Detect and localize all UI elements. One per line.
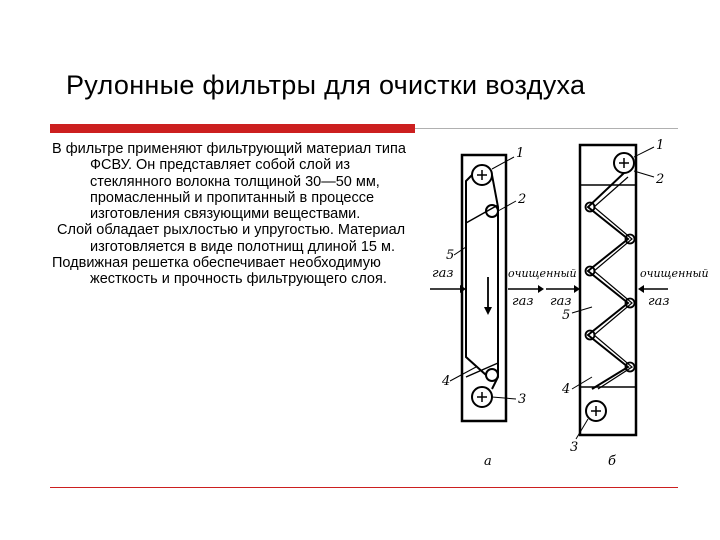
filter-a-hatch-1: [466, 205, 498, 223]
filter-b-callout-4: 4: [562, 382, 571, 397]
bottom-rule: [50, 487, 678, 488]
filter-a-gas-label-2: газ: [512, 294, 534, 309]
filter-b-callout-3: 3: [570, 440, 579, 455]
filter-a-caption: а: [484, 454, 492, 469]
filter-b-callout-1: 1: [656, 138, 665, 153]
filter-a-motion-arrowhead: [484, 307, 492, 315]
filter-b-gas-label-2: газ: [648, 294, 670, 309]
filter-b-caption: б: [608, 454, 616, 469]
filter-a-bottom-roll-plus: [477, 392, 487, 402]
filter-a-callout-1: 1: [516, 146, 525, 161]
filter-a-callout-5: 5: [446, 248, 455, 263]
filter-a-gas-label: газ: [432, 266, 454, 281]
filter-diagram-svg: [422, 127, 709, 479]
paragraph-3: Подвижная решетка обеспечивает необходимую жесткость и прочность фильтрующего слоя.: [52, 255, 387, 288]
filter-b-top-roll-plus: [619, 158, 629, 168]
filter-b: [580, 145, 636, 435]
filter-b-gas-out-arrowhead: [638, 285, 644, 293]
filter-diagram: [422, 127, 709, 479]
filter-a-gas-out-arrowhead: [538, 285, 544, 293]
filter-a-callout-3: 3: [518, 392, 527, 407]
accent-bar: [50, 124, 415, 133]
paragraph-2: Слой обладает рыхлостью и упругостью. Материал изготовляется в виде полотнищ длиной 15 м.: [57, 222, 406, 255]
slide-title: Рулонные фильтры для очистки воздуха: [66, 70, 586, 100]
paragraph-1: В фильтре применяют фильтрующий материал типа ФСВУ. Он представляет собой слой из стеклянного волокна толщиной 30—50 мм, промасленный и пропитанный в процессе изготовления связующими веществами.: [52, 141, 406, 223]
filter-a-top-roll-plus: [477, 170, 487, 180]
filter-a: [462, 155, 506, 421]
filter-b-gas-label: газ: [550, 294, 572, 309]
filter-b-callout-5: 5: [562, 308, 571, 323]
filter-b-clean-label: очищенный: [640, 267, 709, 280]
filter-a-callout-4: 4: [442, 374, 451, 389]
filter-b-bottom-roll-plus: [591, 406, 601, 416]
filter-a-clean-label: очищенный: [508, 267, 577, 280]
filter-a-housing: [462, 155, 506, 421]
filter-b-belt-inner: [594, 177, 632, 389]
body-text: [52, 141, 422, 288]
filter-a-callout-2: 2: [518, 192, 527, 207]
filter-b-callout-2: 2: [656, 172, 665, 187]
filter-a-belt-left: [466, 175, 486, 375]
